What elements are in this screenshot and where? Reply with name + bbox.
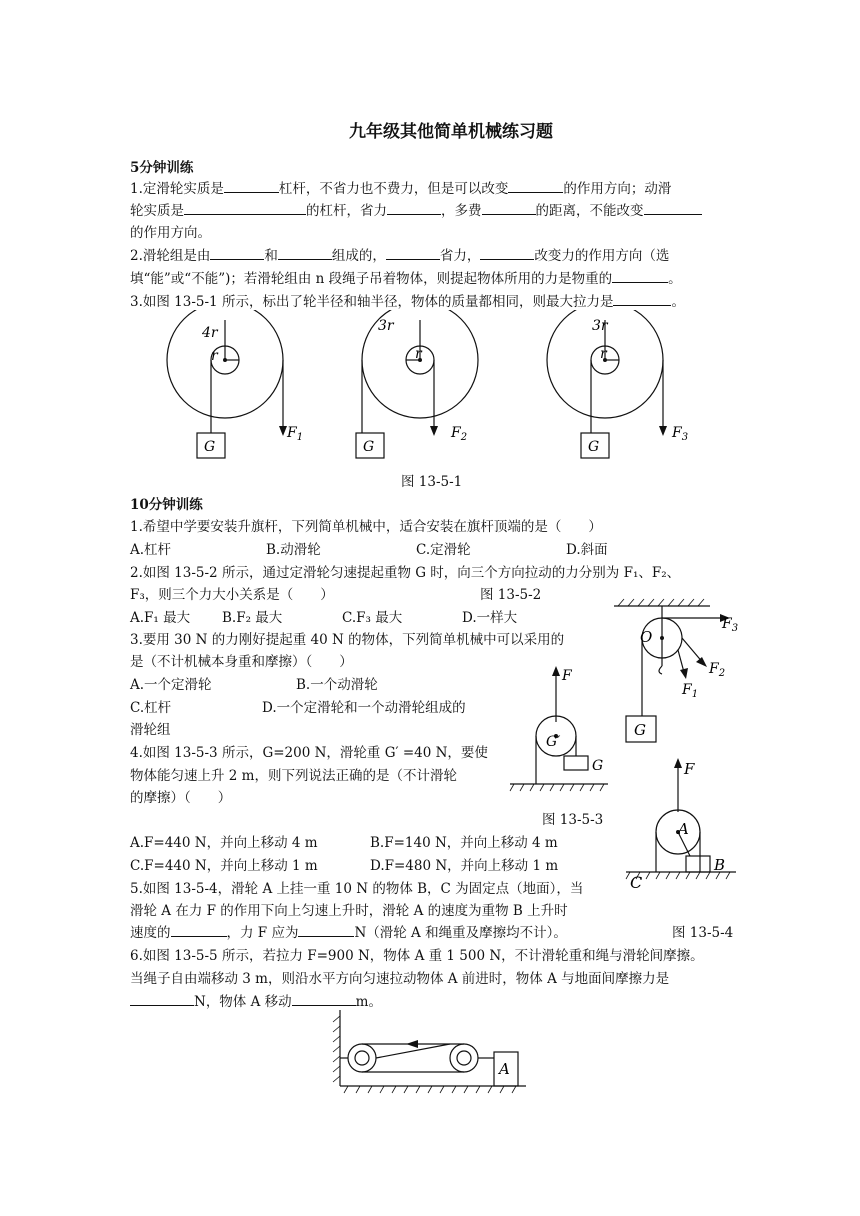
m3-line1: 3.要用 30 N 的力刚好提起重 40 N 的物体，下列简单机械中可以采用的 [130, 632, 565, 648]
m3-d2: 滑轮组 [130, 722, 171, 738]
m3-d1: D.一个定滑轮和一个动滑轮组成的 [262, 700, 466, 716]
m2-line1: 2.如图 13-5-2 所示，通过定滑轮匀速提起重物 G 时，向三个方向拉动的力分别为 F₁、F₂、 [130, 565, 681, 581]
fig4-A: A [678, 820, 689, 838]
q3-line: 3.如图 13-5-1 所示，标出了轮半径和轴半径，物体的质量都相同，则最大拉力是 。 [130, 294, 685, 310]
fig2-F1: $F_1$ [682, 682, 699, 700]
m1-a: A.杠杆 [130, 542, 172, 558]
m2-a: A.F₁ 最大 [130, 610, 191, 626]
m4-line3: 的摩擦）（ ） [130, 790, 232, 806]
m2-c: C.F₃ 最大 [342, 610, 403, 626]
fig1-caption: 图 13-5-1 [401, 474, 463, 490]
fig5-A: A [499, 1060, 510, 1078]
fig1-label-r3: r [600, 346, 607, 362]
m6-line3: N，物体 A 移动 m。 [130, 990, 382, 1010]
fig1-F1-sub: 1 [296, 432, 304, 443]
fig1-label-r2: r [415, 346, 422, 362]
m4-line2: 物体能匀速上升 2 m，则下列说法正确的是（不计滑轮 [130, 768, 457, 784]
fig2-G: G [634, 721, 646, 739]
fig3-F: F [562, 668, 572, 684]
m5-line2: 滑轮 A 在力 F 的作用下向上匀速上升时，滑轮 A 的速度为重物 B 上升时 [130, 903, 568, 919]
fig1-F3: F [672, 425, 682, 441]
fig3-G: G [592, 758, 604, 774]
section-5min: 5分钟训练 [130, 160, 194, 176]
m1-c: C.定滑轮 [416, 542, 471, 558]
figure-13-5-3 [508, 664, 618, 794]
m3-a: A.一个定滑轮 [130, 677, 212, 693]
m5-line1: 5.如图 13-5-4，滑轮 A 上挂一重 10 N 的物体 B，C 为固定点（地面），当 [130, 881, 584, 897]
m4-b: B.F=140 N，并向上移动 4 m [370, 835, 558, 851]
m3-c: C.杠杆 [130, 700, 172, 716]
fig2-F2: $F_2$ [709, 661, 726, 679]
svg-text:F2 [450, 425, 467, 443]
figure-13-5-5 [330, 1008, 530, 1094]
figure-13-5-2 [610, 596, 745, 746]
fig4-F: F [684, 760, 695, 778]
svg-text:F1 [286, 425, 303, 443]
fig4-C: C [630, 873, 643, 892]
fig1-label-3r-b: 3r [592, 318, 608, 334]
page-title: 九年级其他简单机械练习题 [349, 122, 553, 142]
fig4-B: B [714, 856, 726, 874]
m2-line2: F₃，则三个力大小关系是（ ） [130, 587, 334, 603]
fig1-label-r1: r [211, 348, 218, 364]
fig3-Gprime: G′ [546, 734, 561, 750]
fig2-F3: $F_3$ [722, 616, 739, 634]
figure-13-5-1 [160, 310, 700, 462]
figure-13-5-4 [624, 756, 742, 896]
fig4-caption: 图 13-5-4 [672, 925, 734, 941]
m5-line3: 速度的 ，力 F 应为 N（滑轮 A 和绳重及摩擦均不计）。 [130, 925, 567, 941]
q1-line3: 的作用方向。 [130, 225, 211, 241]
q2-line1: 2.滑轮组是由 和 组成的， 省力， 改变力的作用方向（选 [130, 248, 670, 264]
m1-d: D.斜面 [566, 542, 608, 558]
fig1-F2: F [451, 425, 461, 441]
q1-line1: 1.定滑轮实质是 杠杆，不省力也不费力，但是可以改变 的作用方向；动滑 [130, 181, 672, 197]
m4-c: C.F=440 N，并向上移动 1 m [130, 858, 318, 874]
q1-line2: 轮实质是 的杠杆，省力 ，多费 的距离，不能改变 [130, 199, 702, 219]
fig1-F2-sub: 2 [460, 432, 468, 443]
m3-b: B.一个动滑轮 [296, 677, 378, 693]
m2-b: B.F₂ 最大 [222, 610, 283, 626]
fig3-caption: 图 13-5-3 [542, 812, 604, 828]
fig1-label-4r: 4r [202, 325, 218, 341]
m4-line1: 4.如图 13-5-3 所示，G=200 N，滑轮重 G′ =40 N，要使 [130, 745, 488, 761]
m4-a: A.F=440 N，并向上移动 4 m [130, 835, 318, 851]
section-10min: 10分钟训练 [130, 497, 203, 513]
m1-b: B.动滑轮 [266, 542, 321, 558]
fig1-label-3r-a: 3r [378, 318, 394, 334]
m6-line2: 当绳子自由端移动 3 m，则沿水平方向匀速拉动物体 A 前进时，物体 A 与地面间摩擦力是 [130, 971, 670, 987]
fig1-G2: G [363, 439, 375, 455]
m6-line1: 6.如图 13-5-5 所示，若拉力 F=900 N，物体 A 重 1 500 N，不计滑轮重和绳与滑轮间摩擦。 [130, 948, 704, 964]
fig2-O: O [640, 628, 653, 646]
fig1-G3: G [588, 439, 600, 455]
m1-stem: 1.希望中学要安装升旗杆，下列简单机械中，适合安装在旗杆顶端的是（ ） [130, 519, 602, 535]
fig1-F3-sub: 3 [681, 432, 689, 443]
fig1-F1: F [287, 425, 297, 441]
fig1-G1: G [204, 439, 216, 455]
m3-line2: 是（不计机械本身重和摩擦）（ ） [130, 654, 353, 670]
m4-d: D.F=480 N，并向上移动 1 m [370, 858, 559, 874]
q2-line2: 填“能”或“不能”)；若滑轮组由 n 段绳子吊着物体，则提起物体所用的力是物重的 。 [130, 271, 682, 287]
m2-figref: 图 13-5-2 [480, 587, 542, 603]
m2-d: D.一样大 [462, 610, 518, 626]
svg-text:F3 [671, 425, 688, 443]
